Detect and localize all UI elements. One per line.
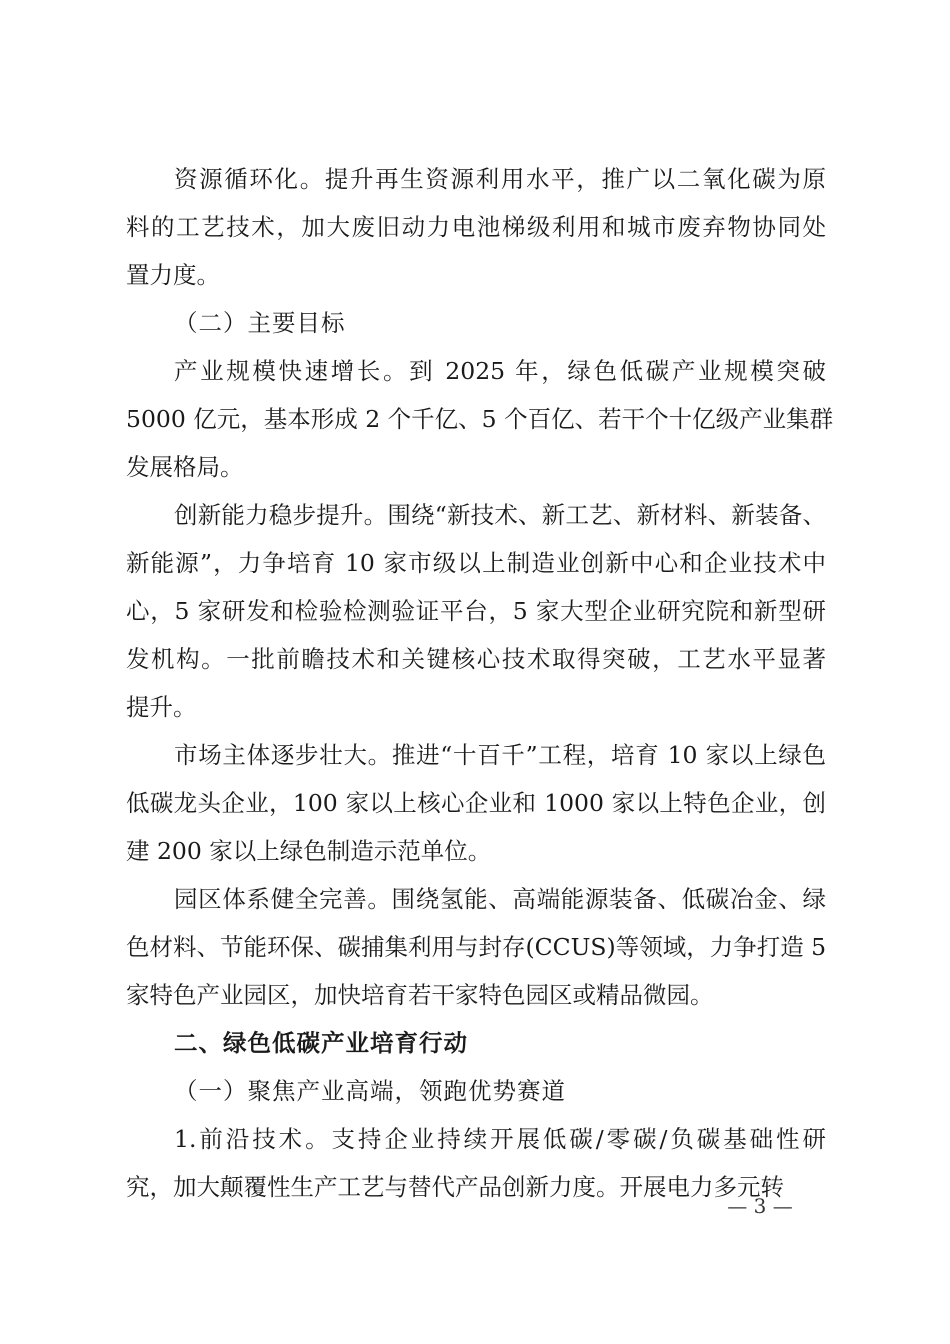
- text-line: 提升。: [126, 693, 197, 721]
- text-line: 资源循环化。提升再生资源利用水平，推广以二氧化碳为原: [174, 165, 826, 193]
- text-line: 产业规模快速增长。到 2025 年，绿色低碳产业规模突破: [174, 357, 826, 385]
- text-line: 低碳龙头企业，100 家以上核心企业和 1000 家以上特色企业，创: [126, 789, 826, 817]
- text-line: 发机构。一批前瞻技术和关键核心技术取得突破，工艺水平显著: [126, 645, 826, 673]
- text-line: 置力度。: [126, 261, 220, 289]
- text-line: 家特色产业园区，加快培育若干家特色园区或精品微园。: [126, 981, 714, 1009]
- text-line: 发展格局。: [126, 453, 244, 481]
- section-heading: （二）主要目标: [174, 309, 346, 337]
- section-heading: （一）聚焦产业高端，领跑优势赛道: [174, 1077, 566, 1105]
- text-line: 究，加大颠覆性生产工艺与替代产品创新力度。开展电力多元转: [126, 1173, 784, 1201]
- chapter-heading: 二、绿色低碳产业培育行动: [174, 1029, 468, 1057]
- page-number: — 3 —: [727, 1194, 793, 1218]
- text-line: 心，5 家研发和检验检测验证平台，5 家大型企业研究院和新型研: [126, 597, 826, 625]
- text-line: 市场主体逐步壮大。推进“十百千”工程，培育 10 家以上绿色: [174, 741, 826, 769]
- text-line: 建 200 家以上绿色制造示范单位。: [126, 837, 492, 865]
- text-line: 1.前沿技术。支持企业持续开展低碳/零碳/负碳基础性研: [174, 1125, 826, 1153]
- text-line: 新能源”，力争培育 10 家市级以上制造业创新中心和企业技术中: [126, 549, 826, 577]
- text-line: 料的工艺技术，加大废旧动力电池梯级利用和城市废弃物协同处: [126, 213, 826, 241]
- text-line: 园区体系健全完善。围绕氢能、高端能源装备、低碳冶金、绿: [174, 885, 826, 913]
- text-line: 5000 亿元，基本形成 2 个千亿、5 个百亿、若干个十亿级产业集群: [126, 405, 834, 433]
- text-line: 色材料、节能环保、碳捕集利用与封存(CCUS)等领域，力争打造 5: [126, 933, 827, 961]
- text-line: 创新能力稳步提升。围绕“新技术、新工艺、新材料、新装备、: [174, 501, 826, 529]
